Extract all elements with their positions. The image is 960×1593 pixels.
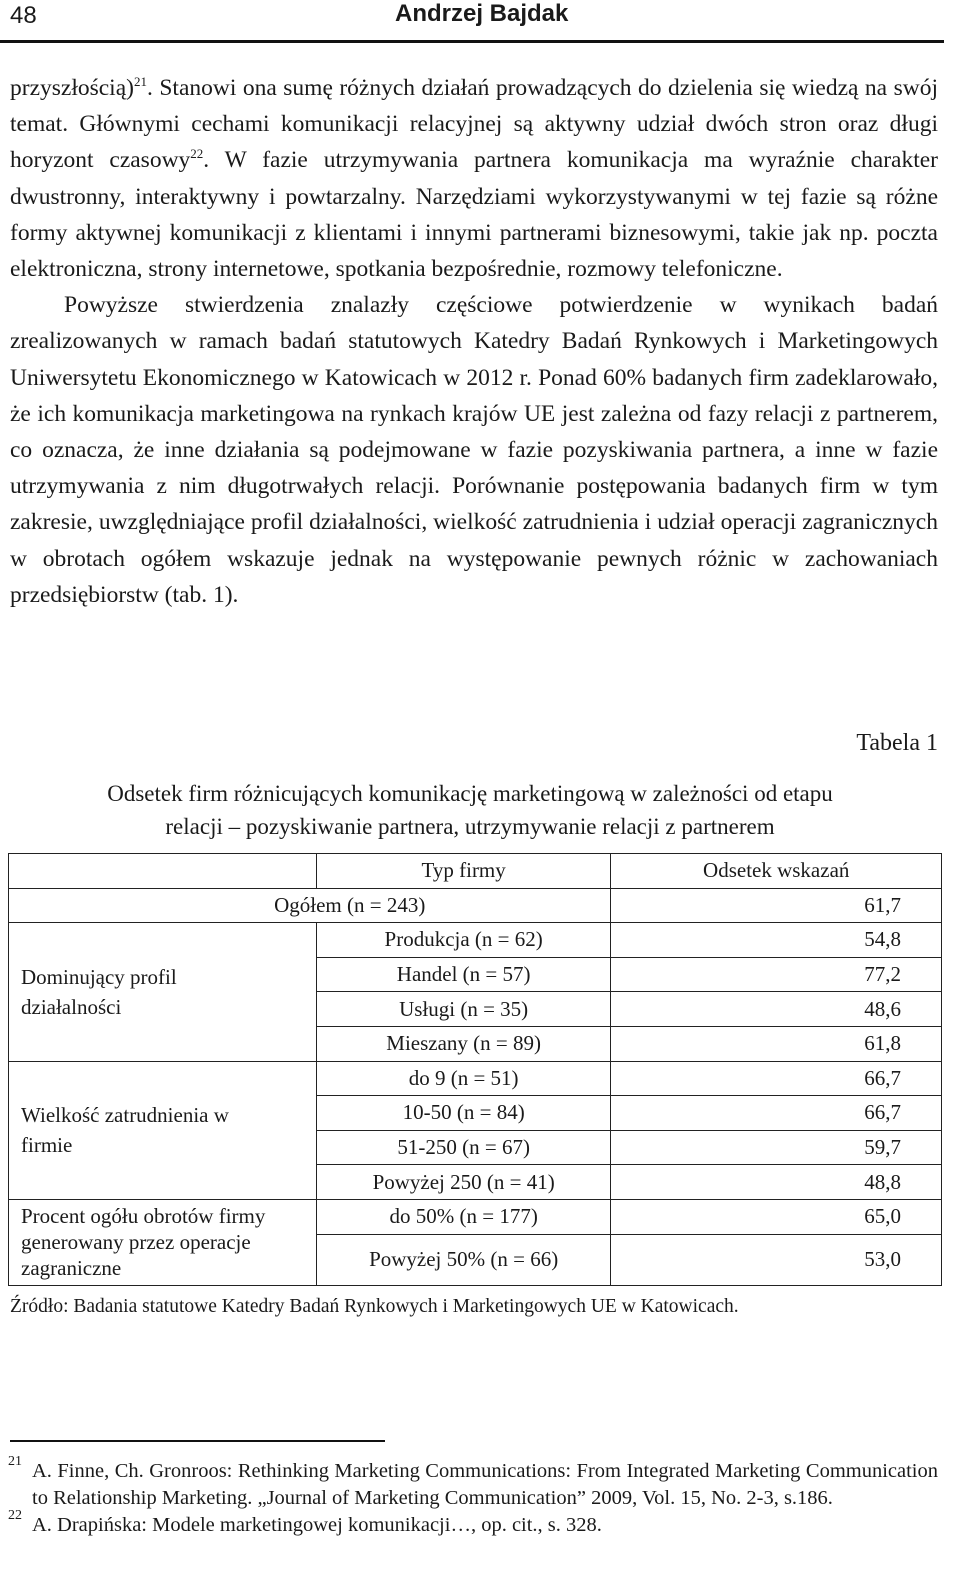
value-cell: 66,7 (611, 1096, 942, 1131)
group-label-profile: Dominujący profil działalności (9, 923, 317, 1061)
paragraph-1-part-a: przyszłością) (10, 75, 134, 101)
footnote-text: A. Drapińska: Modele marketingowej komunikacji…, op. cit., s. 328. (32, 1514, 602, 1536)
table-title-line-1: Odsetek firm różnicujących komunikację marketingową w zależności od etapu (107, 781, 833, 806)
value-cell: 77,2 (611, 957, 942, 992)
type-cell: Mieszany (n = 89) (316, 1026, 611, 1061)
type-cell: do 9 (n = 51) (316, 1061, 611, 1096)
total-value: 61,7 (611, 888, 942, 923)
page-number: 48 (10, 2, 37, 29)
footnote-ref-21[interactable]: 21 (133, 74, 147, 90)
value-cell: 65,0 (611, 1199, 942, 1234)
type-cell: Handel (n = 57) (316, 957, 611, 992)
table-row (9, 1061, 942, 1096)
paragraph-1 (10, 70, 938, 287)
footnote-text: A. Finne, Ch. Gronroos: Rethinking Marketing Communications: From Integrated Marketing Communication to Relationship Marketing. „Journal of Marketing Communication” 2009, Vol. 15, No. 2-3, s.186. (32, 1460, 938, 1509)
value-cell: 59,7 (611, 1130, 942, 1165)
type-cell: Usługi (n = 35) (316, 992, 611, 1027)
group-label-employment: Wielkość zatrudnienia w firmie (9, 1061, 317, 1199)
table-header-row (9, 854, 942, 889)
paragraph-1-part-b: . Stanowi ona sumę różnych działań prowadzących do dzielenia się wiedzą na swój temat. Głównymi cechami komunikacji relacyjnej są aktywny udział dwóch stron oraz długi horyzont czasowy (10, 75, 938, 174)
paragraph-2: Powyższe stwierdzenia znalazły częściowe potwierdzenie w wynikach badań zrealizowanych w ramach badań statutowych Katedry Badań Rynkowych i Marketingowych Uniwersytetu Ekonomicznego w Katowicach w 2012 r. Ponad 60% badanych firm zadeklarowało, że ich komunikacja marketingowa na rynkach krajów UE jest zależna od fazy relacji z partnerem, co oznacza, że inne działania są podejmowane w fazie pozyskiwania partnera, a inne w fazie utrzymywania z nim długotrwałych relacji. Porównanie postępowania badanych firm w tym zakresie, uwzględniające profil działalności, wielkość zatrudnienia i udział operacji zagranicznych w obrotach ogółem wskazuje jednak na występowanie pewnych różnic w zachowaniach przedsiębiorstw (tab. 1). (10, 292, 938, 608)
footnote-22 (8, 1508, 938, 1539)
footnote-number: 21 (8, 1454, 22, 1469)
table-title (30, 777, 910, 843)
table-source-note: Źródło: Badania statutowe Katedry Badań Rynkowych i Marketingowych UE w Katowicach. (10, 1296, 739, 1317)
table-number: Tabela 1 (856, 730, 938, 756)
table-row (9, 1199, 942, 1234)
footnotes (8, 1454, 938, 1539)
running-head-author: Andrzej Bajdak (395, 0, 569, 27)
footnote-divider (10, 1440, 385, 1442)
type-cell: do 50% (n = 177) (316, 1199, 611, 1234)
paragraph-1-part-c: . W fazie utrzymywania partnera komunikacja ma wyraźnie charakter dwustronny, interaktywny i powtarzalny. Narzędziami wykorzystywanymi w tej fazie są różne formy aktywnej komunikacji z klientami i innymi partnerami biznesowymi, takie jak np. poczta elektroniczna, strony internetowe, spotkania bezpośrednie, rozmowy telefoniczne. (10, 147, 938, 283)
page-header (0, 0, 944, 43)
footnote-21 (8, 1454, 938, 1512)
value-cell: 61,8 (611, 1026, 942, 1061)
group-label-foreign-turnover: Procent ogółu obrotów firmy generowany przez operacje zagraniczne (9, 1199, 317, 1285)
footnote-number: 22 (8, 1508, 22, 1523)
value-cell: 54,8 (611, 923, 942, 958)
table-title-line-2: relacji – pozyskiwanie partnera, utrzymywanie relacji z partnerem (165, 814, 775, 839)
table-row-total (9, 888, 942, 923)
value-cell: 66,7 (611, 1061, 942, 1096)
column-header-type: Typ firmy (316, 854, 611, 889)
total-label: Ogółem (n = 243) (9, 888, 611, 923)
type-cell: 51-250 (n = 67) (316, 1130, 611, 1165)
data-table (8, 853, 942, 1286)
header-blank-cell (9, 854, 317, 889)
column-header-value: Odsetek wskazań (611, 854, 942, 889)
table-row (9, 923, 942, 958)
type-cell: Powyżej 250 (n = 41) (316, 1165, 611, 1200)
type-cell: Produkcja (n = 62) (316, 923, 611, 958)
value-cell: 48,6 (611, 992, 942, 1027)
body-text (10, 70, 938, 613)
value-cell: 53,0 (611, 1234, 942, 1285)
value-cell: 48,8 (611, 1165, 942, 1200)
type-cell: Powyżej 50% (n = 66) (316, 1234, 611, 1285)
type-cell: 10-50 (n = 84) (316, 1096, 611, 1131)
footnote-ref-22[interactable]: 22 (190, 146, 204, 162)
